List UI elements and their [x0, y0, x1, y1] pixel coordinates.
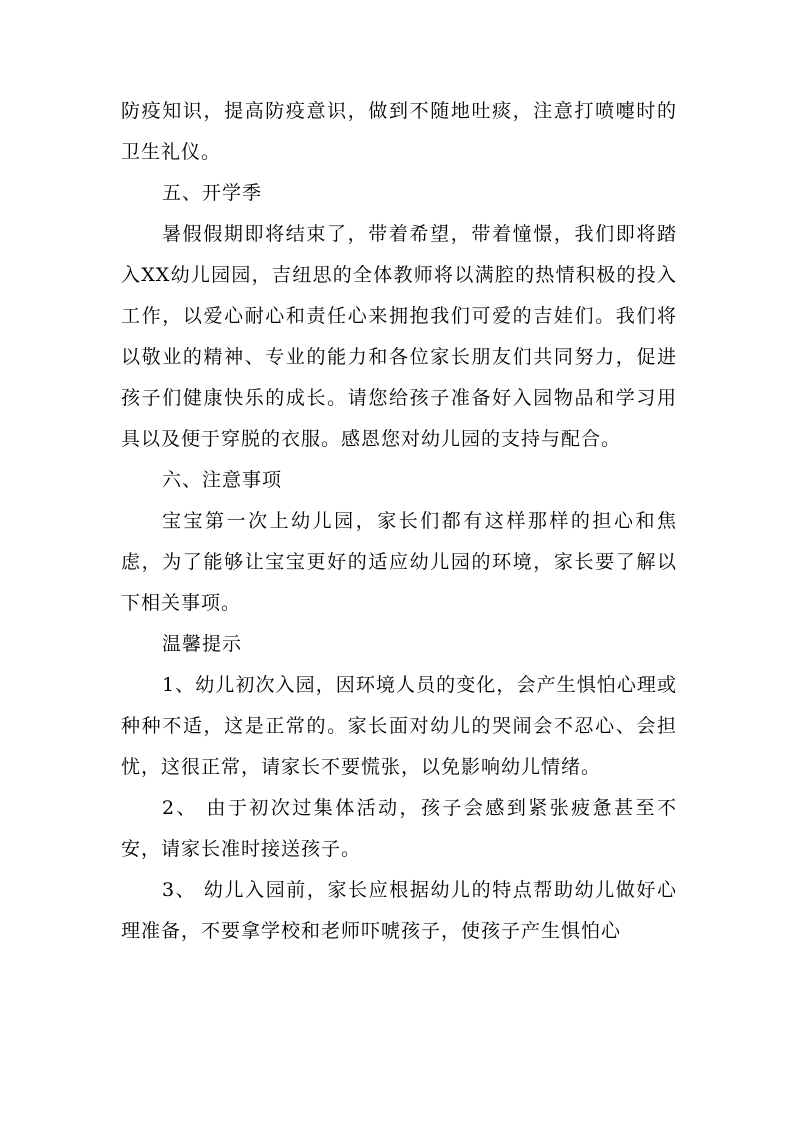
paragraph-continuation: 防疫知识，提高防疫意识，做到不随地吐痰，注意打喷嚏时的卫生礼仪。 — [121, 100, 677, 163]
section-heading-school-season: 五、开学季 — [162, 182, 263, 204]
tip-item-1: 1、幼儿初次入园，因环境人员的变化，会产生惧怕心理或种种不适，这是正常的。家长面对幼儿的哭闹会不忍心、会担忧，这很正常，请家长不要慌张，以免影响幼儿情绪。 — [121, 674, 677, 778]
section-heading-notes: 六、注意事项 — [162, 469, 283, 491]
tip-item-2: 2、 由于初次过集体活动，孩子会感到紧张疲惫甚至不安，请家长准时接送孩子。 — [121, 797, 677, 860]
document-body — [121, 91, 677, 952]
section-heading-tips: 温馨提示 — [162, 633, 243, 655]
tip-item-3: 3、 幼儿入园前，家长应根据幼儿的特点帮助幼儿做好心理准备，不要拿学校和老师吓唬孩子，使孩子产生惧怕心 — [121, 879, 677, 942]
paragraph-notes-intro: 宝宝第一次上幼儿园，家长们都有这样那样的担心和焦虑，为了能够让宝宝更好的适应幼儿园的环境，家长要了解以下相关事项。 — [121, 510, 677, 614]
paragraph-school-season: 暑假假期即将结束了，带着希望，带着憧憬，我们即将踏入XX幼儿园园，吉纽思的全体教师将以满腔的热情积极的投入工作，以爱心耐心和责任心来拥抱我们可爱的吉娃们。我们将以敬业的精神、专业的能力和各位家长朋友们共同努力，促进孩子们健康快乐的成长。请您给孩子准备好入园物品和学习用具以及便于穿脱的衣服。感恩您对幼儿园的支持与配合。 — [121, 223, 677, 450]
